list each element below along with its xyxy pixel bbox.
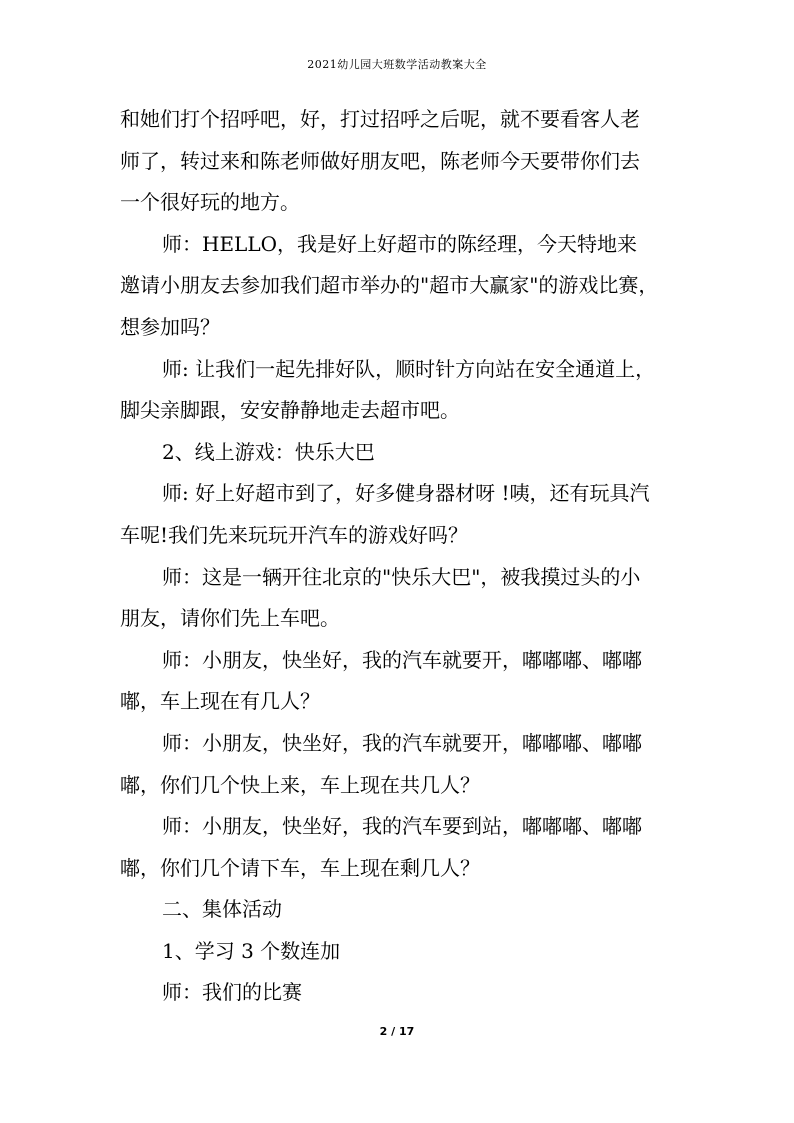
paragraph-line: 脚尖亲脚跟，安安静静地走去超市吧。 [120,398,460,423]
paragraph-line: 朋友，请你们先上车吧。 [120,606,340,631]
paragraph-line: 师：这是一辆开往北京的"快乐大巴"，被我摸过头的小 [162,564,641,589]
paragraph-line: 师：小朋友，快坐好，我的汽车就要开，嘟嘟嘟、嘟嘟 [162,730,642,755]
paragraph-line: 嘟，你们几个请下车，车上现在剩几人？ [120,855,480,880]
document-body [120,99,680,1014]
paragraph-line: 师：小朋友，快坐好，我的汽车就要开，嘟嘟嘟、嘟嘟 [162,647,642,672]
paragraph-line: 师：HELLO，我是好上好超市的陈经理，今天特地来 [162,231,637,256]
paragraph-line: 师了，转过来和陈老师做好朋友吧，陈老师今天要带你们去 [120,148,640,173]
document-header-title: 2021幼儿园大班数学活动教案大全 [307,58,487,71]
paragraph-line: 嘟，你们几个快上来，车上现在共几人？ [120,772,480,797]
paragraph-line: 和她们打个招呼吧，好，打过招呼之后呢，就不要看客人老 [120,107,640,131]
section-heading: 2、线上游戏：快乐大巴 [162,439,375,464]
paragraph-line: 想参加吗？ [120,314,220,339]
paragraph-line: 师：小朋友，快坐好，我的汽车要到站，嘟嘟嘟、嘟嘟 [162,814,642,839]
paragraph-line: 师: 好上好超市到了，好多健身器材呀 !咦，还有玩具汽 [162,481,650,506]
paragraph-line: 嘟，车上现在有几人？ [120,689,320,714]
paragraph-line: 师：我们的比赛 [162,980,302,1005]
paragraph-line: 一个很好玩的地方。 [120,190,300,215]
paragraph-line: 车呢!我们先来玩玩开汽车的游戏好吗？ [120,522,469,547]
section-heading: 1、学习 3 个数连加 [162,938,341,963]
paragraph-line: 邀请小朋友去参加我们超市举办的"超市大赢家"的游戏比赛， [120,273,659,298]
page-number: 2 / 17 [379,1025,415,1038]
paragraph-line: 师: 让我们一起先排好队，顺时针方向站在安全通道上， [162,356,656,381]
section-heading: 二、集体活动 [162,897,282,922]
